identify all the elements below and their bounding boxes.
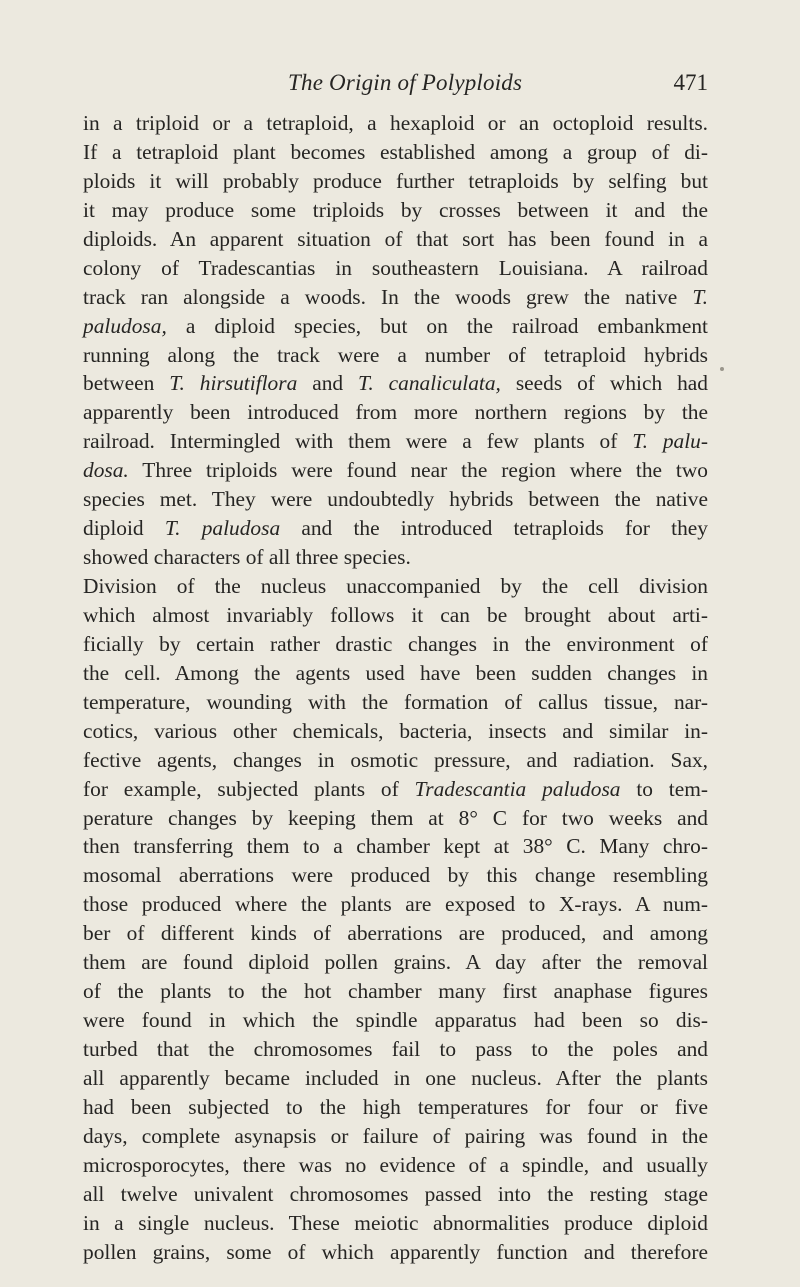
text-line xyxy=(83,1064,708,1093)
text-line xyxy=(83,890,708,919)
text-line xyxy=(83,225,708,254)
text-line xyxy=(83,804,708,833)
text-segment: railroad. Intermingled with them were a few plants of xyxy=(83,429,633,454)
text-segment: a diploid species, but on the railroad embankment xyxy=(166,313,708,338)
text-line xyxy=(83,254,708,283)
italic-text: T. paludosa xyxy=(164,516,281,541)
text-segment: in a single nucleus. These meiotic abnormalities produce diploid xyxy=(83,1210,708,1235)
text-segment: between xyxy=(83,371,170,396)
text-line xyxy=(83,601,708,630)
text-segment: then transferring them to a chamber kept at 38° C. Many chro- xyxy=(83,834,708,859)
text-segment: and the introduced tetraploids for they xyxy=(280,516,708,541)
text-line xyxy=(83,948,708,977)
text-segment: running along the track were a number of tetraploid hybrids xyxy=(83,342,708,367)
body-text xyxy=(83,109,708,1267)
text-line xyxy=(83,775,708,804)
text-segment: diploids. An apparent situation of that sort has been found in a xyxy=(83,226,708,251)
text-line xyxy=(83,369,708,398)
italic-text: T. xyxy=(692,284,708,309)
text-line xyxy=(83,688,708,717)
text-line xyxy=(83,398,708,427)
text-segment: apparently been introduced from more northern regions by the xyxy=(83,400,708,425)
text-segment: showed characters of all three species. xyxy=(83,545,411,570)
text-segment: and xyxy=(297,371,359,396)
text-line xyxy=(83,1238,708,1267)
running-title: The Origin of Polyploids xyxy=(288,70,523,95)
text-line xyxy=(83,659,708,688)
text-line xyxy=(83,485,708,514)
text-segment: pollen grains, some of which apparently function and therefore xyxy=(83,1239,708,1264)
text-segment: temperature, wounding with the formation of callus tissue, nar- xyxy=(83,689,708,714)
text-segment: ber of different kinds of aberrations are produced, and among xyxy=(83,921,708,946)
text-line xyxy=(83,1006,708,1035)
italic-text: dosa. xyxy=(83,458,129,483)
page-number: 471 xyxy=(673,70,708,95)
text-segment: days, complete asynapsis or failure of pairing was found in the xyxy=(83,1123,708,1148)
text-segment: which almost invariably follows it can be brought about arti- xyxy=(83,602,708,627)
text-segment: all twelve univalent chromosomes passed into the resting stage xyxy=(83,1181,708,1206)
text-line xyxy=(83,1122,708,1151)
text-segment: mosomal aberrations were produced by this change resembling xyxy=(83,863,708,888)
text-segment: it may produce some triploids by crosses between it and the xyxy=(83,197,708,222)
text-segment: cotics, various other chemicals, bacteria, insects and similar in- xyxy=(83,718,708,743)
text-segment: those produced where the plants are exposed to X-rays. A num- xyxy=(83,892,708,917)
text-segment: fective agents, changes in osmotic pressure, and radiation. Sax, xyxy=(83,747,708,772)
text-segment: microsporocytes, there was no evidence of a spindle, and usually xyxy=(83,1152,708,1177)
text-segment: Three triploids were found near the region where the two xyxy=(128,458,708,483)
text-segment: perature changes by keeping them at 8° C for two weeks and xyxy=(83,805,708,830)
text-line xyxy=(83,977,708,1006)
text-line xyxy=(83,543,708,572)
text-line xyxy=(83,630,708,659)
text-segment: the cell. Among the agents used have been sudden changes in xyxy=(83,660,708,685)
text-segment: all apparently became included in one nucleus. After the plants xyxy=(83,1065,708,1090)
text-line xyxy=(83,832,708,861)
text-line xyxy=(83,427,708,456)
text-line xyxy=(83,1151,708,1180)
text-line xyxy=(83,1035,708,1064)
text-segment: track ran alongside a woods. In the woods grew the native xyxy=(83,284,693,309)
text-segment: ploids it will probably produce further tetraploids by selfing but xyxy=(83,168,708,193)
text-line xyxy=(83,167,708,196)
italic-text: T. palu- xyxy=(632,429,709,454)
text-segment: were found in which the spindle apparatus had been so dis- xyxy=(83,1008,708,1033)
text-line xyxy=(83,312,708,341)
text-line xyxy=(83,341,708,370)
italic-text: Tradescantia paludosa xyxy=(414,776,621,801)
text-segment: species met. They were undoubtedly hybrids between the native xyxy=(83,487,708,512)
text-segment: Division of the nucleus unaccompanied by the cell division xyxy=(83,574,708,598)
margin-dot xyxy=(720,367,724,371)
italic-text: T. canaliculata, xyxy=(358,371,501,396)
text-segment: for example, subjected plants of xyxy=(83,776,415,801)
text-line xyxy=(83,283,708,312)
text-segment: them are found diploid pollen grains. A day after the removal xyxy=(83,950,708,975)
text-segment: diploid xyxy=(83,516,165,541)
text-segment: seeds of which had xyxy=(500,371,708,396)
italic-text: T. hirsutiflora xyxy=(169,371,298,396)
text-segment: colony of Tradescantias in southeastern Louisiana. A railroad xyxy=(83,255,708,280)
text-line xyxy=(83,746,708,775)
text-line xyxy=(83,138,708,167)
text-line xyxy=(83,861,708,890)
text-segment: ficially by certain rather drastic changes in the environment of xyxy=(83,631,708,656)
text-segment: in a triploid or a tetraploid, a hexaploid or an octoploid results. xyxy=(83,111,708,135)
text-segment: of the plants to the hot chamber many first anaphase figures xyxy=(83,979,708,1004)
paragraph-first-line xyxy=(83,572,708,601)
text-line xyxy=(83,456,708,485)
text-line xyxy=(83,109,708,138)
text-line xyxy=(83,919,708,948)
italic-text: paludosa, xyxy=(83,313,167,338)
text-segment: If a tetraploid plant becomes established among a group of di- xyxy=(83,139,708,164)
text-segment: had been subjected to the high temperatures for four or five xyxy=(83,1094,708,1119)
text-line xyxy=(83,1180,708,1209)
running-head xyxy=(83,68,708,98)
text-line xyxy=(83,1093,708,1122)
text-line xyxy=(83,1209,708,1238)
text-line xyxy=(83,196,708,225)
text-line xyxy=(83,717,708,746)
text-line xyxy=(83,514,708,543)
text-segment: to tem- xyxy=(620,776,708,801)
text-segment: turbed that the chromosomes fail to pass to the poles and xyxy=(83,1037,708,1061)
